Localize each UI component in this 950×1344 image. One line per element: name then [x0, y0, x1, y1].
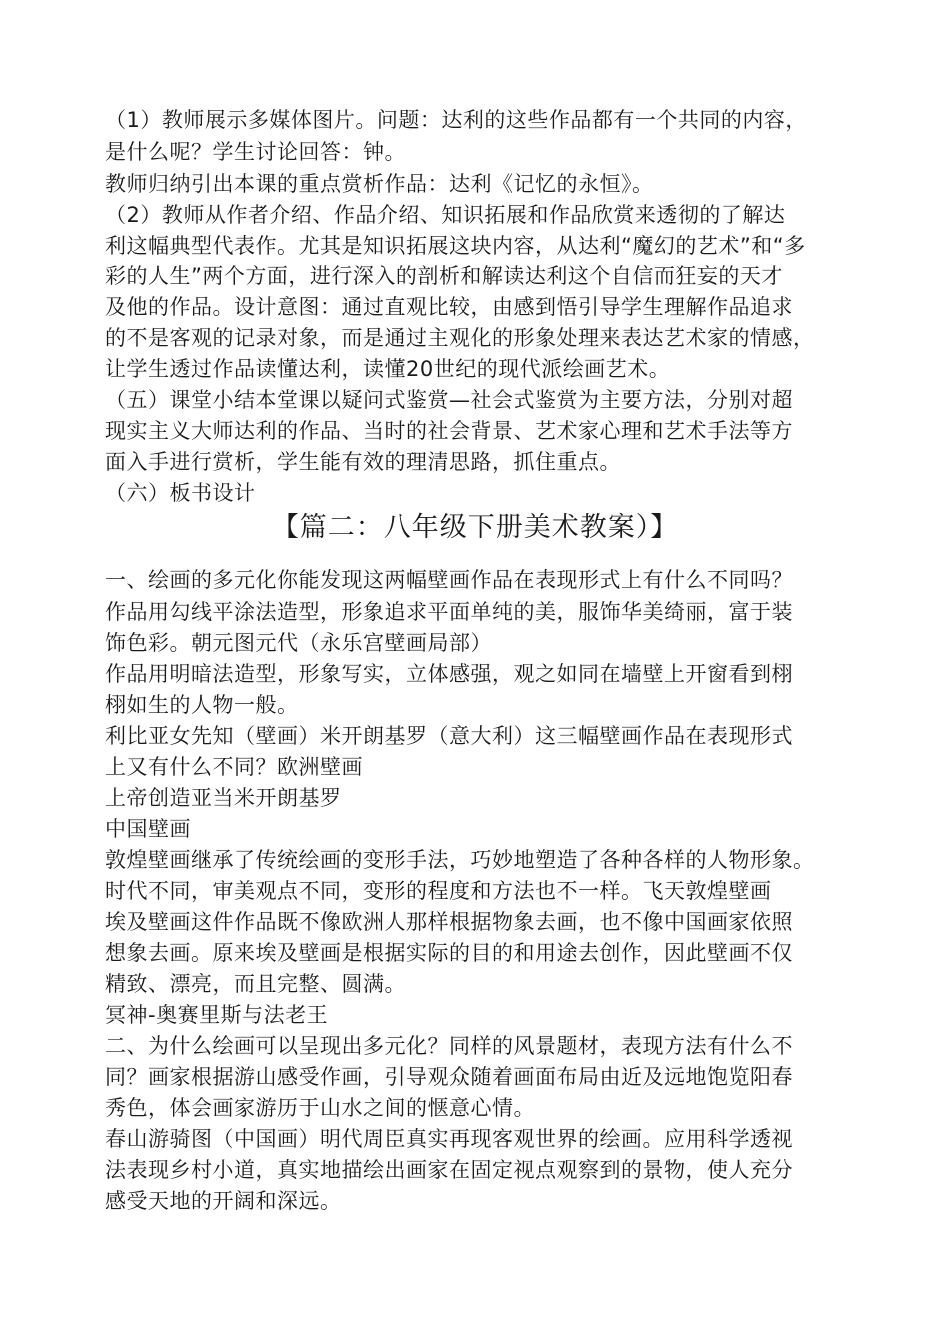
- text-line: 春山游骑图（中国画）明代周臣真实再现客观世界的绘画。应用科学透视: [105, 1127, 793, 1151]
- text-line: 上又有什么不同？欧洲壁画: [105, 755, 363, 779]
- text-line: 栩如生的人物一般。: [105, 693, 299, 717]
- text-line: 饰色彩。朝元图元代（永乐宫壁画局部）: [105, 631, 492, 655]
- text-line: 二、为什么绘画可以呈现出多元化？同样的风景题材，表现方法有什么不: [105, 1034, 793, 1058]
- text-line: 是什么呢？学生讨论回答：钟。: [105, 140, 406, 164]
- text-line: 教师归纳引出本课的重点赏析作品：达利《记忆的永恒》。: [105, 172, 654, 196]
- text-line: 中国壁画: [105, 817, 191, 841]
- text-line: 法表现乡村小道，真实地描绘出画家在固定视点观察到的景物，使人充分: [105, 1158, 793, 1182]
- text-line: 让学生透过作品读懂达利，读懂20世纪的现代派绘画艺术。: [105, 357, 671, 381]
- text-line: 感受天地的开阔和深远。: [105, 1189, 342, 1213]
- text-line: （六）板书设计: [105, 481, 256, 505]
- text-line: 及他的作品。设计意图：通过直观比较，由感到悟引导学生理解作品追求: [105, 295, 793, 319]
- text-line: 同？画家根据游山感受作画，引导观众随着画面布局由近及远地饱览阳春: [105, 1065, 793, 1089]
- text-line: 想象去画。原来埃及壁画是根据实际的目的和用途去创作，因此壁画不仅: [105, 941, 793, 965]
- text-line: 的不是客观的记录对象，而是通过主观化的形象处理来表达艺术家的情感，: [105, 326, 815, 350]
- text-line: 冥神-奥赛里斯与法老王: [105, 1003, 329, 1027]
- text-line: （五）课堂小结本堂课以疑问式鉴赏—社会式鉴赏为主要方法，分别对超: [105, 388, 793, 412]
- text-line: 面入手进行赏析，学生能有效的理清思路，抓住重点。: [105, 450, 621, 474]
- text-line: 利比亚女先知（壁画）米开朗基罗（意大利）这三幅壁画作品在表现形式: [105, 724, 793, 748]
- text-line: 彩的人生”两个方面，进行深入的剖析和解读达利这个自信而狂妄的天才: [105, 264, 783, 288]
- text-line: 秀色，体会画家游历于山水之间的惬意心情。: [105, 1096, 535, 1120]
- section-heading: 【篇二：八年级下册美术教案）】: [271, 512, 679, 543]
- text-line: 时代不同，审美观点不同，变形的程度和方法也不一样。飞天敦煌壁画: [105, 879, 772, 903]
- text-line: 精致、漂亮，而且完整、圆满。: [105, 972, 406, 996]
- text-line: （2）教师从作者介绍、作品介绍、知识拓展和作品欣赏来透彻的了解达: [105, 203, 786, 227]
- text-line: 利这幅典型代表作。尤其是知识拓展这块内容，从达利“魔幻的艺术”和“多: [105, 234, 806, 258]
- text-line: 现实主义大师达利的作品、当时的社会背景、艺术家心理和艺术手法等方: [105, 419, 793, 443]
- text-line: （1）教师展示多媒体图片。问题：达利的这些作品都有一个共同的内容，: [105, 108, 807, 132]
- text-line: 作品用明暗法造型，形象写实，立体感强，观之如同在墙壁上开窗看到栩: [105, 662, 793, 686]
- text-line: 敦煌壁画继承了传统绘画的变形手法，巧妙地塑造了各种各样的人物形象。: [105, 848, 815, 872]
- text-line: 埃及壁画这件作品既不像欧洲人那样根据物象去画，也不像中国画家依照: [105, 910, 793, 934]
- text-line: 一、绘画的多元化你能发现这两幅壁画作品在表现形式上有什么不同吗？: [105, 568, 793, 592]
- text-line: 作品用勾线平涂法造型，形象追求平面单纯的美，服饰华美绮丽，富于装: [105, 600, 793, 624]
- text-line: 上帝创造亚当米开朗基罗: [105, 786, 342, 810]
